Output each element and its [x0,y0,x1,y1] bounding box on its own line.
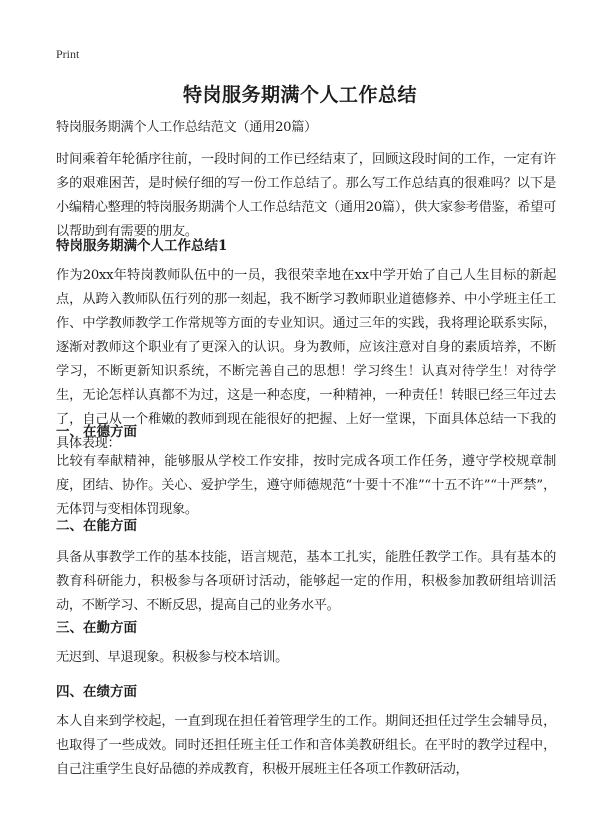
heading-neng: 二、在能方面 [56,518,137,534]
body-ji: 本人自来到学校起，一直到现在担任着管理学生的工作。期间还担任过学生会辅导员，也取得了一些成效。同时还担任班主任工作和音体美教研组长。在平时的教学过程中，自己注重学生良好品德的养成教育，积极开展班主任各项工作教研活动， [56,714,556,777]
print-link[interactable]: Print [56,47,80,61]
body-de: 比较有奉献精神，能够服从学校工作安排，按时完成各项工作任务，遵守学校规章制度，团结、协作。关心、爱护学生，遵守师德规范“十要十不准”“十五不许”“十严禁”，无体罚与变相体罚现象。 [56,454,556,517]
section-body-1: 作为20xx年特岗教师队伍中的一员，我很荣幸地在xx中学开始了自己人生目标的新起点，从跨入教师队伍行列的那一刻起，我不断学习教师职业道德修养、中小学班主任工作、中学教师教学工作常规等方面的专业知识。通过三年的实践，我将理论联系实际，逐渐对教师这个职业有了更深入的认识。身为教师，应该注意对自身的素质培养，不断学习，不断更新知识系统，不断完善自己的思想！学习终生！认真对待学生！对待学生，无论怎样认真都不为过，这是一种态度，一种精神，一种责任！转眼已经三年过去了，自己从一个稚嫩的教师到现在能很好的把握、上好一堂课，下面具体总结一下我的具体表现： [56,268,556,451]
heading-ji: 四、在绩方面 [56,684,137,700]
intro-paragraph: 时间乘着年轮循序往前，一段时间的工作已经结束了，回顾这段时间的工作，一定有许多的艰难困苦，是时候仔细的写一份工作总结了。那么写工作总结真的很难吗？以下是小编精心整理的特岗服务期满个人工作总结范文（通用20篇），供大家参考借鉴，希望可以帮助到有需要的朋友。 [56,152,556,239]
document-subtitle: 特岗服务期满个人工作总结范文（通用20篇） [56,120,318,135]
section-heading-1: 特岗服务期满个人工作总结1 [56,238,228,254]
page-title: 特岗服务期满个人工作总结 [182,84,417,106]
heading-de: 一、在德方面 [56,424,137,440]
body-neng: 具备从事教学工作的基本技能，语言规范，基本工扎实，能胜任教学工作。具有基本的教育科研能力，积极参与各项研讨活动，能够起一定的作用，积极参加教研组培训活动，不断学习、不断反思，提高自己的业务水平。 [56,550,556,613]
body-qin: 无迟到、早退现象。积极参与校本培训。 [56,650,288,665]
heading-qin: 三、在勤方面 [56,620,137,636]
